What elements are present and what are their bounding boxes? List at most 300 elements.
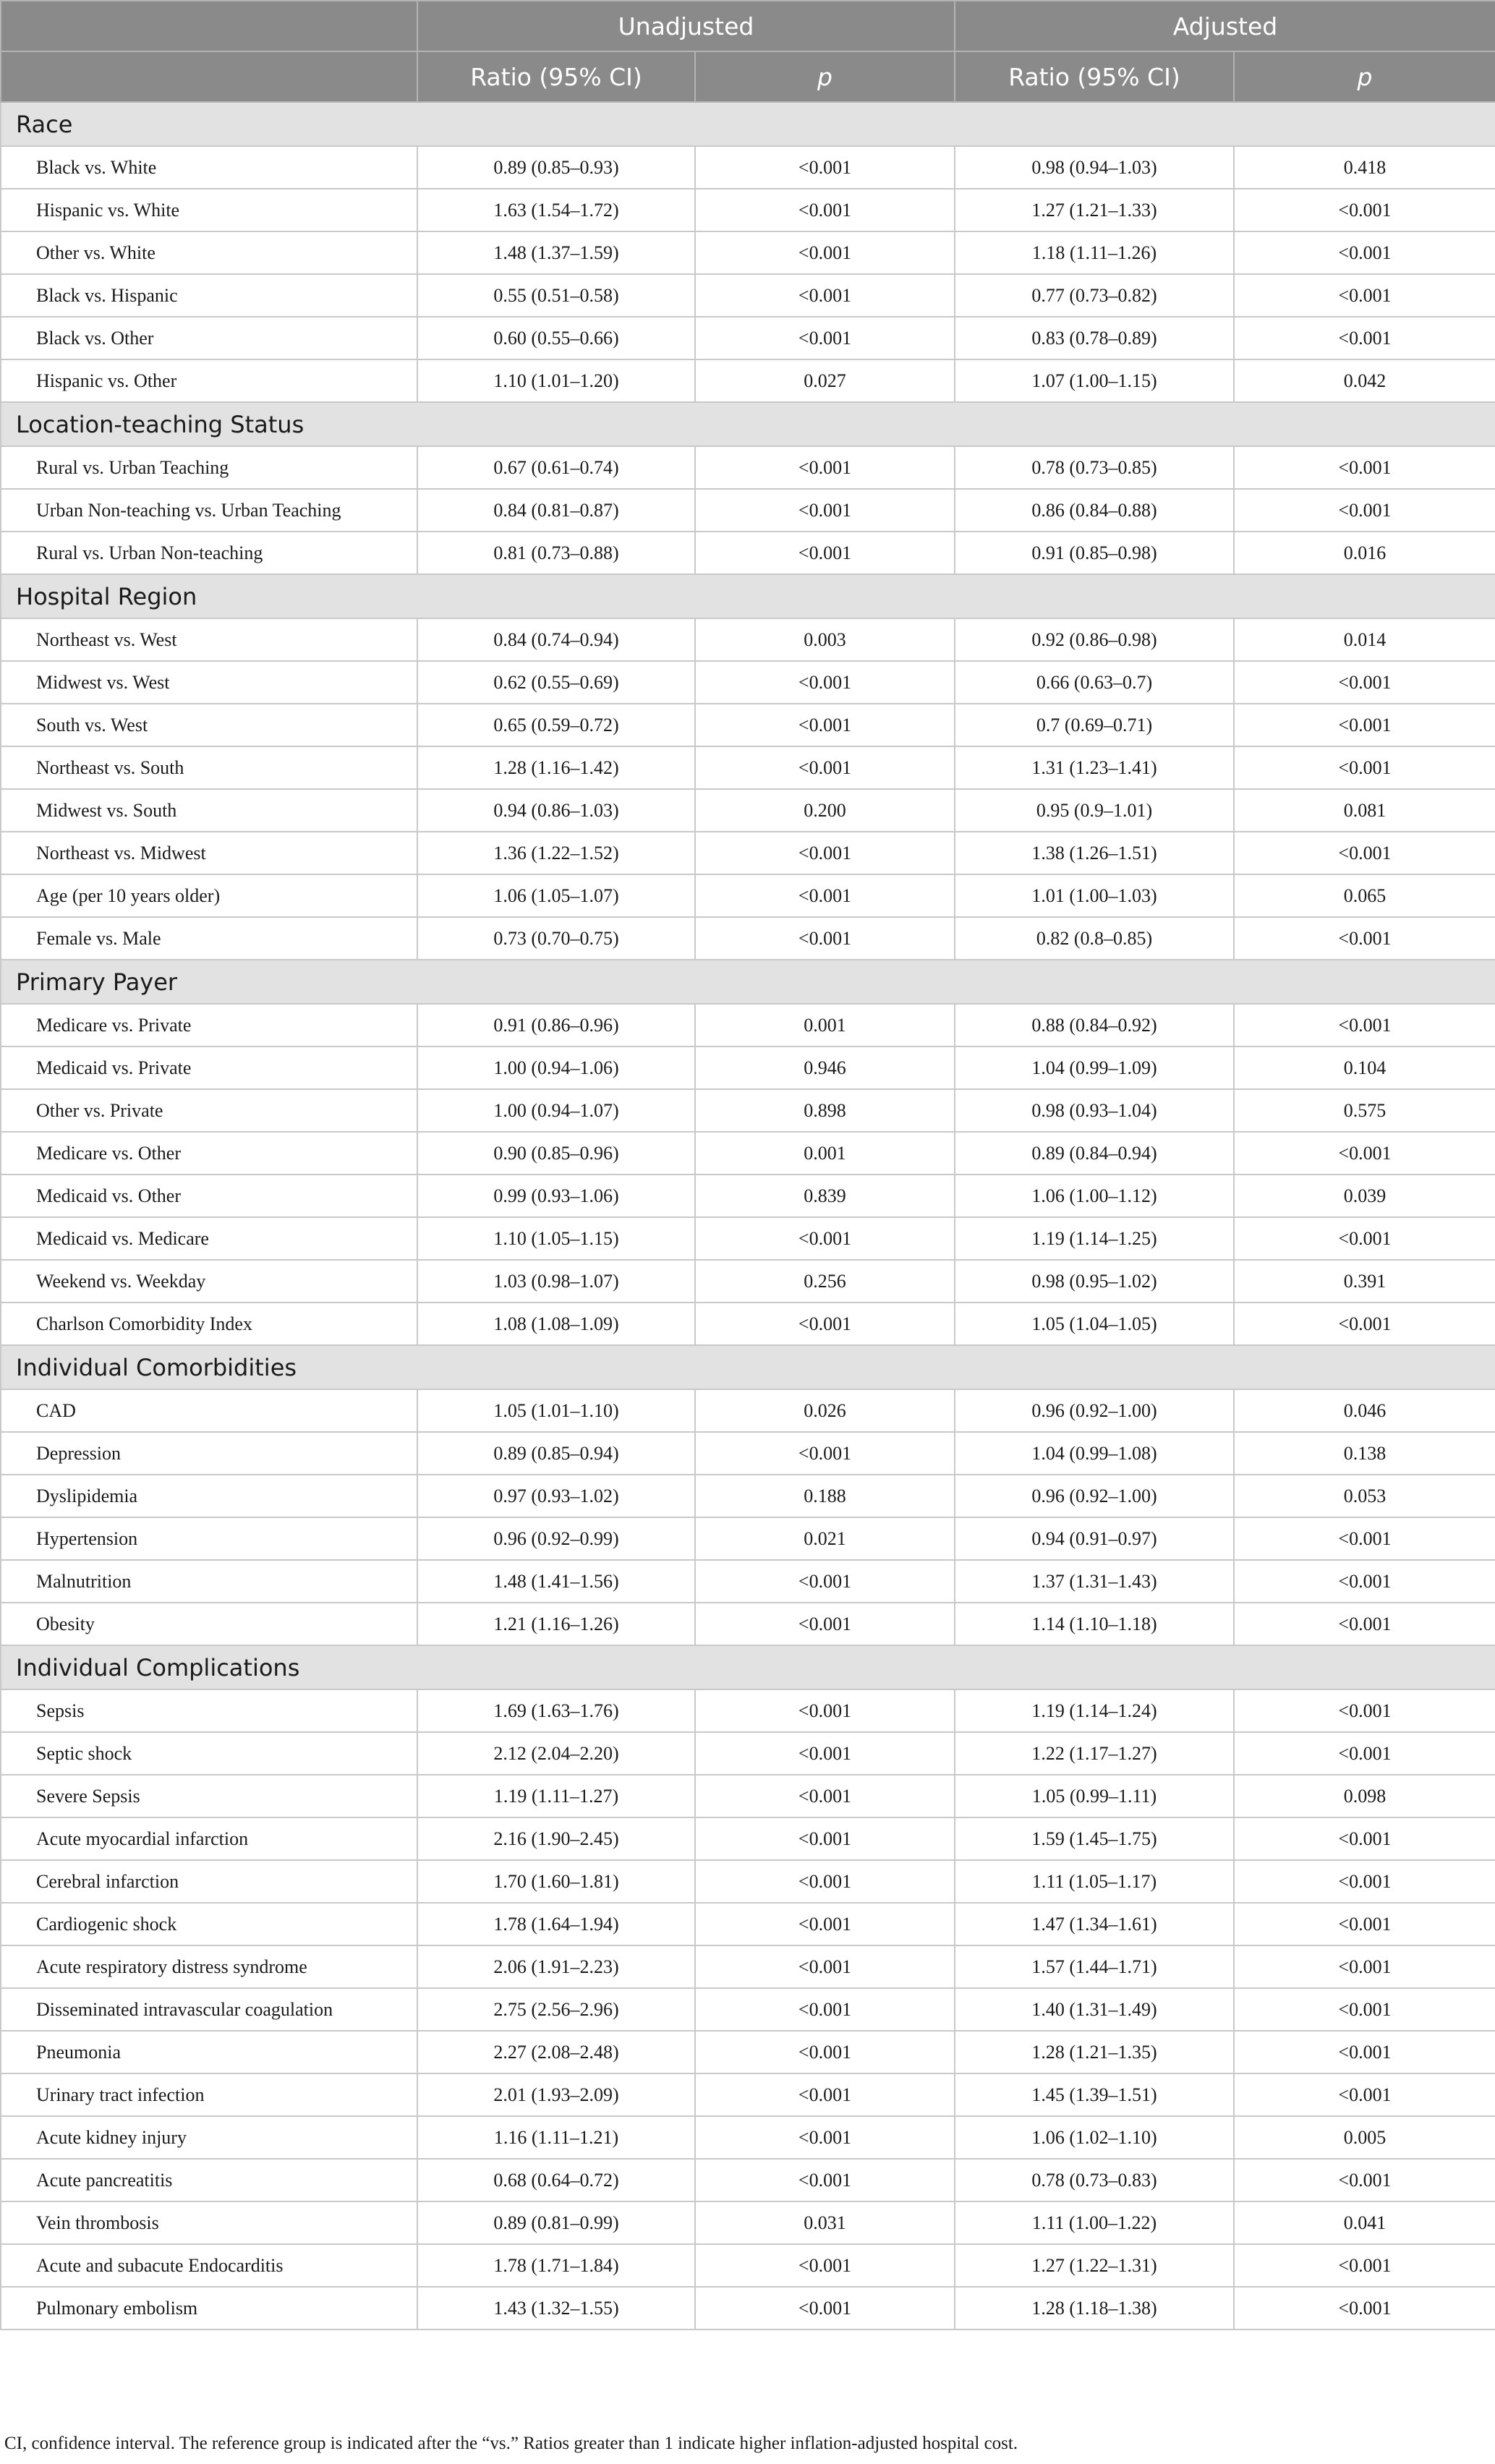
unadjusted-p-cell: 0.898 bbox=[695, 1089, 955, 1132]
adjusted-p-cell: 0.418 bbox=[1234, 146, 1495, 189]
unadjusted-p-cell: <0.001 bbox=[695, 1603, 955, 1645]
adjusted-p-cell: <0.001 bbox=[1234, 1860, 1495, 1903]
unadjusted-p-cell: <0.001 bbox=[695, 1988, 955, 2031]
adjusted-ratio-cell: 1.19 (1.14–1.24) bbox=[955, 1689, 1234, 1732]
row-label: Disseminated intravascular coagulation bbox=[1, 1988, 417, 2031]
adjusted-p-cell: 0.138 bbox=[1234, 1432, 1495, 1475]
unadjusted-ratio-cell: 1.19 (1.11–1.27) bbox=[417, 1775, 695, 1817]
unadjusted-p-cell: 0.188 bbox=[695, 1475, 955, 1517]
unadjusted-ratio-cell: 0.68 (0.64–0.72) bbox=[417, 2159, 695, 2201]
unadjusted-p-cell: 0.026 bbox=[695, 1389, 955, 1432]
table-row bbox=[1, 1945, 1495, 1988]
section-title: Primary Payer bbox=[1, 960, 1495, 1004]
header-adjusted-p: p bbox=[1234, 51, 1495, 102]
table-body bbox=[1, 102, 1495, 2329]
adjusted-ratio-cell: 1.01 (1.00–1.03) bbox=[955, 874, 1234, 917]
row-label: Depression bbox=[1, 1432, 417, 1475]
adjusted-ratio-cell: 1.28 (1.18–1.38) bbox=[955, 2287, 1234, 2329]
row-label: Hypertension bbox=[1, 1517, 417, 1560]
table-row bbox=[1, 789, 1495, 832]
table-row bbox=[1, 1988, 1495, 2031]
adjusted-ratio-cell: 1.05 (0.99–1.11) bbox=[955, 1775, 1234, 1817]
unadjusted-ratio-cell: 0.89 (0.81–0.99) bbox=[417, 2201, 695, 2244]
adjusted-ratio-cell: 0.88 (0.84–0.92) bbox=[955, 1004, 1234, 1046]
row-label: Sepsis bbox=[1, 1689, 417, 1732]
adjusted-ratio-cell: 0.96 (0.92–1.00) bbox=[955, 1389, 1234, 1432]
unadjusted-p-cell: 0.003 bbox=[695, 618, 955, 661]
unadjusted-p-cell: 0.946 bbox=[695, 1046, 955, 1089]
table-row bbox=[1, 446, 1495, 489]
adjusted-ratio-cell: 0.89 (0.84–0.94) bbox=[955, 1132, 1234, 1175]
table-row bbox=[1, 274, 1495, 317]
adjusted-ratio-cell: 1.19 (1.14–1.25) bbox=[955, 1217, 1234, 1260]
unadjusted-p-cell: <0.001 bbox=[695, 2244, 955, 2287]
unadjusted-ratio-cell: 1.69 (1.63–1.76) bbox=[417, 1689, 695, 1732]
adjusted-p-cell: <0.001 bbox=[1234, 1303, 1495, 1345]
adjusted-ratio-cell: 1.28 (1.21–1.35) bbox=[955, 2031, 1234, 2073]
table-row bbox=[1, 1260, 1495, 1303]
section-header-row bbox=[1, 102, 1495, 146]
unadjusted-ratio-cell: 1.00 (0.94–1.07) bbox=[417, 1089, 695, 1132]
unadjusted-ratio-cell: 0.89 (0.85–0.93) bbox=[417, 146, 695, 189]
row-label: Age (per 10 years older) bbox=[1, 874, 417, 917]
row-label: Medicaid vs. Medicare bbox=[1, 1217, 417, 1260]
table-row bbox=[1, 832, 1495, 874]
table-row bbox=[1, 1560, 1495, 1603]
adjusted-p-cell: <0.001 bbox=[1234, 274, 1495, 317]
unadjusted-ratio-cell: 1.10 (1.05–1.15) bbox=[417, 1217, 695, 1260]
unadjusted-p-cell: <0.001 bbox=[695, 1903, 955, 1945]
unadjusted-p-cell: 0.256 bbox=[695, 1260, 955, 1303]
adjusted-p-cell: <0.001 bbox=[1234, 2073, 1495, 2116]
unadjusted-p-cell: 0.001 bbox=[695, 1004, 955, 1046]
row-label: Black vs. Other bbox=[1, 317, 417, 359]
unadjusted-ratio-cell: 0.55 (0.51–0.58) bbox=[417, 274, 695, 317]
table-row bbox=[1, 317, 1495, 359]
adjusted-p-cell: <0.001 bbox=[1234, 1517, 1495, 1560]
adjusted-ratio-cell: 0.66 (0.63–0.7) bbox=[955, 661, 1234, 704]
section-header-row bbox=[1, 574, 1495, 618]
adjusted-p-cell: <0.001 bbox=[1234, 489, 1495, 532]
table-row bbox=[1, 661, 1495, 704]
unadjusted-p-cell: 0.031 bbox=[695, 2201, 955, 2244]
unadjusted-ratio-cell: 0.60 (0.55–0.66) bbox=[417, 317, 695, 359]
row-label: Other vs. White bbox=[1, 231, 417, 274]
unadjusted-p-cell: <0.001 bbox=[695, 661, 955, 704]
row-label: Rural vs. Urban Teaching bbox=[1, 446, 417, 489]
table-row bbox=[1, 1004, 1495, 1046]
row-label: Acute pancreatitis bbox=[1, 2159, 417, 2201]
unadjusted-p-cell: <0.001 bbox=[695, 146, 955, 189]
adjusted-ratio-cell: 0.82 (0.8–0.85) bbox=[955, 917, 1234, 960]
table-row bbox=[1, 1132, 1495, 1175]
unadjusted-ratio-cell: 0.84 (0.81–0.87) bbox=[417, 489, 695, 532]
unadjusted-ratio-cell: 2.27 (2.08–2.48) bbox=[417, 2031, 695, 2073]
unadjusted-ratio-cell: 1.36 (1.22–1.52) bbox=[417, 832, 695, 874]
unadjusted-p-cell: <0.001 bbox=[695, 2116, 955, 2159]
unadjusted-ratio-cell: 0.97 (0.93–1.02) bbox=[417, 1475, 695, 1517]
unadjusted-ratio-cell: 1.48 (1.41–1.56) bbox=[417, 1560, 695, 1603]
unadjusted-p-cell: 0.200 bbox=[695, 789, 955, 832]
unadjusted-ratio-cell: 1.21 (1.16–1.26) bbox=[417, 1603, 695, 1645]
unadjusted-ratio-cell: 0.94 (0.86–1.03) bbox=[417, 789, 695, 832]
unadjusted-p-cell: 0.001 bbox=[695, 1132, 955, 1175]
unadjusted-ratio-cell: 2.75 (2.56–2.96) bbox=[417, 1988, 695, 2031]
adjusted-p-cell: <0.001 bbox=[1234, 2244, 1495, 2287]
table-row bbox=[1, 532, 1495, 574]
adjusted-ratio-cell: 0.77 (0.73–0.82) bbox=[955, 274, 1234, 317]
table-row bbox=[1, 2244, 1495, 2287]
unadjusted-p-cell: <0.001 bbox=[695, 1303, 955, 1345]
unadjusted-p-cell: <0.001 bbox=[695, 917, 955, 960]
section-title: Individual Comorbidities bbox=[1, 1345, 1495, 1389]
unadjusted-p-cell: <0.001 bbox=[695, 1775, 955, 1817]
table-row bbox=[1, 874, 1495, 917]
header-column-row bbox=[1, 51, 1495, 102]
table-row bbox=[1, 2116, 1495, 2159]
table-row bbox=[1, 746, 1495, 789]
unadjusted-p-cell: <0.001 bbox=[695, 1732, 955, 1775]
adjusted-ratio-cell: 1.59 (1.45–1.75) bbox=[955, 1817, 1234, 1860]
row-label: Medicaid vs. Private bbox=[1, 1046, 417, 1089]
row-label: Hispanic vs. Other bbox=[1, 359, 417, 402]
table-row bbox=[1, 1689, 1495, 1732]
header-blank-2 bbox=[1, 51, 417, 102]
adjusted-ratio-cell: 1.05 (1.04–1.05) bbox=[955, 1303, 1234, 1345]
header-adjusted: Adjusted bbox=[955, 1, 1495, 51]
unadjusted-p-cell: <0.001 bbox=[695, 1860, 955, 1903]
unadjusted-ratio-cell: 1.10 (1.01–1.20) bbox=[417, 359, 695, 402]
unadjusted-ratio-cell: 0.81 (0.73–0.88) bbox=[417, 532, 695, 574]
adjusted-ratio-cell: 1.18 (1.11–1.26) bbox=[955, 231, 1234, 274]
row-label: Acute kidney injury bbox=[1, 2116, 417, 2159]
adjusted-ratio-cell: 0.94 (0.91–0.97) bbox=[955, 1517, 1234, 1560]
unadjusted-ratio-cell: 2.06 (1.91–2.23) bbox=[417, 1945, 695, 1988]
table-row bbox=[1, 1817, 1495, 1860]
table-row bbox=[1, 1389, 1495, 1432]
adjusted-ratio-cell: 0.78 (0.73–0.85) bbox=[955, 446, 1234, 489]
row-label: Female vs. Male bbox=[1, 917, 417, 960]
table-row bbox=[1, 2201, 1495, 2244]
header-unadjusted: Unadjusted bbox=[417, 1, 955, 51]
unadjusted-p-cell: <0.001 bbox=[695, 231, 955, 274]
adjusted-ratio-cell: 0.83 (0.78–0.89) bbox=[955, 317, 1234, 359]
row-label: Acute respiratory distress syndrome bbox=[1, 1945, 417, 1988]
adjusted-ratio-cell: 1.06 (1.02–1.10) bbox=[955, 2116, 1234, 2159]
unadjusted-ratio-cell: 2.12 (2.04–2.20) bbox=[417, 1732, 695, 1775]
adjusted-p-cell: <0.001 bbox=[1234, 231, 1495, 274]
unadjusted-p-cell: <0.001 bbox=[695, 446, 955, 489]
unadjusted-ratio-cell: 0.65 (0.59–0.72) bbox=[417, 704, 695, 746]
adjusted-ratio-cell: 0.98 (0.93–1.04) bbox=[955, 1089, 1234, 1132]
header-group-row bbox=[1, 1, 1495, 51]
adjusted-ratio-cell: 1.22 (1.17–1.27) bbox=[955, 1732, 1234, 1775]
adjusted-p-cell: <0.001 bbox=[1234, 1945, 1495, 1988]
unadjusted-ratio-cell: 1.06 (1.05–1.07) bbox=[417, 874, 695, 917]
adjusted-p-cell: <0.001 bbox=[1234, 1132, 1495, 1175]
adjusted-p-cell: 0.005 bbox=[1234, 2116, 1495, 2159]
table-row bbox=[1, 1089, 1495, 1132]
adjusted-p-cell: 0.039 bbox=[1234, 1175, 1495, 1217]
adjusted-ratio-cell: 0.91 (0.85–0.98) bbox=[955, 532, 1234, 574]
unadjusted-ratio-cell: 1.48 (1.37–1.59) bbox=[417, 231, 695, 274]
row-label: Other vs. Private bbox=[1, 1089, 417, 1132]
table-row bbox=[1, 1217, 1495, 1260]
table-row bbox=[1, 359, 1495, 402]
section-header-row bbox=[1, 402, 1495, 446]
adjusted-ratio-cell: 0.98 (0.95–1.02) bbox=[955, 1260, 1234, 1303]
unadjusted-ratio-cell: 1.03 (0.98–1.07) bbox=[417, 1260, 695, 1303]
table-row bbox=[1, 618, 1495, 661]
table-footnote: CI, confidence interval. The reference group is indicated after the “vs.” Ratios greater than 1 indicate higher inflation-adjusted hospital cost. bbox=[4, 2434, 1018, 2453]
adjusted-p-cell: 0.053 bbox=[1234, 1475, 1495, 1517]
adjusted-ratio-cell: 0.95 (0.9–1.01) bbox=[955, 789, 1234, 832]
row-label: Northeast vs. South bbox=[1, 746, 417, 789]
adjusted-ratio-cell: 0.92 (0.86–0.98) bbox=[955, 618, 1234, 661]
unadjusted-ratio-cell: 1.05 (1.01–1.10) bbox=[417, 1389, 695, 1432]
unadjusted-p-cell: <0.001 bbox=[695, 2031, 955, 2073]
row-label: Medicare vs. Private bbox=[1, 1004, 417, 1046]
table-row bbox=[1, 704, 1495, 746]
unadjusted-ratio-cell: 0.91 (0.86–0.96) bbox=[417, 1004, 695, 1046]
adjusted-p-cell: <0.001 bbox=[1234, 317, 1495, 359]
unadjusted-ratio-cell: 0.99 (0.93–1.06) bbox=[417, 1175, 695, 1217]
adjusted-p-cell: <0.001 bbox=[1234, 1817, 1495, 1860]
unadjusted-p-cell: <0.001 bbox=[695, 1217, 955, 1260]
unadjusted-ratio-cell: 0.73 (0.70–0.75) bbox=[417, 917, 695, 960]
table-row bbox=[1, 231, 1495, 274]
adjusted-p-cell: 0.391 bbox=[1234, 1260, 1495, 1303]
adjusted-p-cell: 0.014 bbox=[1234, 618, 1495, 661]
unadjusted-ratio-cell: 1.78 (1.64–1.94) bbox=[417, 1903, 695, 1945]
adjusted-ratio-cell: 1.04 (0.99–1.09) bbox=[955, 1046, 1234, 1089]
unadjusted-p-cell: <0.001 bbox=[695, 489, 955, 532]
unadjusted-p-cell: <0.001 bbox=[695, 274, 955, 317]
table-row bbox=[1, 1046, 1495, 1089]
table-row bbox=[1, 1475, 1495, 1517]
header-unadjusted-p: p bbox=[695, 51, 955, 102]
unadjusted-ratio-cell: 1.43 (1.32–1.55) bbox=[417, 2287, 695, 2329]
adjusted-p-cell: <0.001 bbox=[1234, 661, 1495, 704]
adjusted-ratio-cell: 1.38 (1.26–1.51) bbox=[955, 832, 1234, 874]
adjusted-ratio-cell: 0.98 (0.94–1.03) bbox=[955, 146, 1234, 189]
row-label: Midwest vs. West bbox=[1, 661, 417, 704]
adjusted-p-cell: <0.001 bbox=[1234, 1732, 1495, 1775]
row-label: Northeast vs. Midwest bbox=[1, 832, 417, 874]
adjusted-p-cell: <0.001 bbox=[1234, 2287, 1495, 2329]
adjusted-p-cell: 0.098 bbox=[1234, 1775, 1495, 1817]
adjusted-ratio-cell: 1.06 (1.00–1.12) bbox=[955, 1175, 1234, 1217]
row-label: Vein thrombosis bbox=[1, 2201, 417, 2244]
table-row bbox=[1, 2159, 1495, 2201]
adjusted-p-cell: <0.001 bbox=[1234, 189, 1495, 231]
row-label: Urinary tract infection bbox=[1, 2073, 417, 2116]
row-label: CAD bbox=[1, 1389, 417, 1432]
row-label: Severe Sepsis bbox=[1, 1775, 417, 1817]
adjusted-p-cell: <0.001 bbox=[1234, 2031, 1495, 2073]
table-row bbox=[1, 1860, 1495, 1903]
adjusted-p-cell: <0.001 bbox=[1234, 704, 1495, 746]
unadjusted-p-cell: <0.001 bbox=[695, 1817, 955, 1860]
unadjusted-ratio-cell: 1.28 (1.16–1.42) bbox=[417, 746, 695, 789]
section-title: Race bbox=[1, 102, 1495, 146]
adjusted-ratio-cell: 1.11 (1.05–1.17) bbox=[955, 1860, 1234, 1903]
row-label: Cerebral infarction bbox=[1, 1860, 417, 1903]
header-blank bbox=[1, 1, 417, 51]
table-row bbox=[1, 189, 1495, 231]
unadjusted-ratio-cell: 1.16 (1.11–1.21) bbox=[417, 2116, 695, 2159]
adjusted-p-cell: <0.001 bbox=[1234, 1903, 1495, 1945]
unadjusted-ratio-cell: 1.00 (0.94–1.06) bbox=[417, 1046, 695, 1089]
header-adjusted-ratio: Ratio (95% CI) bbox=[955, 51, 1234, 102]
section-header-row bbox=[1, 1345, 1495, 1389]
row-label: Cardiogenic shock bbox=[1, 1903, 417, 1945]
row-label: Hispanic vs. White bbox=[1, 189, 417, 231]
adjusted-p-cell: <0.001 bbox=[1234, 832, 1495, 874]
section-title: Hospital Region bbox=[1, 574, 1495, 618]
table-row bbox=[1, 1732, 1495, 1775]
unadjusted-p-cell: <0.001 bbox=[695, 2287, 955, 2329]
table-row bbox=[1, 2287, 1495, 2329]
adjusted-p-cell: <0.001 bbox=[1234, 1560, 1495, 1603]
unadjusted-p-cell: <0.001 bbox=[695, 832, 955, 874]
adjusted-ratio-cell: 0.96 (0.92–1.00) bbox=[955, 1475, 1234, 1517]
unadjusted-p-cell: <0.001 bbox=[695, 1945, 955, 1988]
row-label: Malnutrition bbox=[1, 1560, 417, 1603]
adjusted-p-cell: <0.001 bbox=[1234, 1988, 1495, 2031]
unadjusted-ratio-cell: 0.62 (0.55–0.69) bbox=[417, 661, 695, 704]
row-label: Northeast vs. West bbox=[1, 618, 417, 661]
table-row bbox=[1, 1603, 1495, 1645]
row-label: Medicaid vs. Other bbox=[1, 1175, 417, 1217]
adjusted-p-cell: <0.001 bbox=[1234, 1689, 1495, 1732]
unadjusted-ratio-cell: 1.63 (1.54–1.72) bbox=[417, 189, 695, 231]
adjusted-p-cell: <0.001 bbox=[1234, 2159, 1495, 2201]
section-title: Individual Complications bbox=[1, 1645, 1495, 1689]
adjusted-ratio-cell: 1.07 (1.00–1.15) bbox=[955, 359, 1234, 402]
adjusted-ratio-cell: 1.47 (1.34–1.61) bbox=[955, 1903, 1234, 1945]
adjusted-ratio-cell: 1.14 (1.10–1.18) bbox=[955, 1603, 1234, 1645]
row-label: Acute and subacute Endocarditis bbox=[1, 2244, 417, 2287]
unadjusted-p-cell: <0.001 bbox=[695, 704, 955, 746]
unadjusted-ratio-cell: 0.96 (0.92–0.99) bbox=[417, 1517, 695, 1560]
unadjusted-p-cell: 0.027 bbox=[695, 359, 955, 402]
unadjusted-ratio-cell: 1.70 (1.60–1.81) bbox=[417, 1860, 695, 1903]
unadjusted-p-cell: <0.001 bbox=[695, 1689, 955, 1732]
adjusted-p-cell: 0.104 bbox=[1234, 1046, 1495, 1089]
adjusted-p-cell: <0.001 bbox=[1234, 1603, 1495, 1645]
unadjusted-p-cell: 0.021 bbox=[695, 1517, 955, 1560]
row-label: Pneumonia bbox=[1, 2031, 417, 2073]
row-label: Dyslipidemia bbox=[1, 1475, 417, 1517]
adjusted-p-cell: <0.001 bbox=[1234, 1217, 1495, 1260]
table-row bbox=[1, 1175, 1495, 1217]
unadjusted-p-cell: <0.001 bbox=[695, 746, 955, 789]
unadjusted-p-cell: <0.001 bbox=[695, 874, 955, 917]
unadjusted-p-cell: 0.839 bbox=[695, 1175, 955, 1217]
section-header-row bbox=[1, 960, 1495, 1004]
unadjusted-ratio-cell: 0.89 (0.85–0.94) bbox=[417, 1432, 695, 1475]
adjusted-ratio-cell: 0.78 (0.73–0.83) bbox=[955, 2159, 1234, 2201]
adjusted-ratio-cell: 1.40 (1.31–1.49) bbox=[955, 1988, 1234, 2031]
adjusted-p-cell: <0.001 bbox=[1234, 746, 1495, 789]
row-label: Charlson Comorbidity Index bbox=[1, 1303, 417, 1345]
table-row bbox=[1, 146, 1495, 189]
unadjusted-ratio-cell: 2.01 (1.93–2.09) bbox=[417, 2073, 695, 2116]
unadjusted-ratio-cell: 0.90 (0.85–0.96) bbox=[417, 1132, 695, 1175]
row-label: Obesity bbox=[1, 1603, 417, 1645]
row-label: Pulmonary embolism bbox=[1, 2287, 417, 2329]
adjusted-p-cell: 0.575 bbox=[1234, 1089, 1495, 1132]
adjusted-ratio-cell: 0.86 (0.84–0.88) bbox=[955, 489, 1234, 532]
adjusted-ratio-cell: 1.27 (1.22–1.31) bbox=[955, 2244, 1234, 2287]
adjusted-ratio-cell: 1.04 (0.99–1.08) bbox=[955, 1432, 1234, 1475]
adjusted-ratio-cell: 1.37 (1.31–1.43) bbox=[955, 1560, 1234, 1603]
row-label: Rural vs. Urban Non-teaching bbox=[1, 532, 417, 574]
table-header bbox=[1, 1, 1495, 102]
adjusted-ratio-cell: 1.45 (1.39–1.51) bbox=[955, 2073, 1234, 2116]
row-label: South vs. West bbox=[1, 704, 417, 746]
table-row bbox=[1, 2073, 1495, 2116]
row-label: Acute myocardial infarction bbox=[1, 1817, 417, 1860]
row-label: Urban Non-teaching vs. Urban Teaching bbox=[1, 489, 417, 532]
unadjusted-p-cell: <0.001 bbox=[695, 2159, 955, 2201]
unadjusted-ratio-cell: 0.84 (0.74–0.94) bbox=[417, 618, 695, 661]
section-title: Location-teaching Status bbox=[1, 402, 1495, 446]
unadjusted-p-cell: <0.001 bbox=[695, 532, 955, 574]
table-row bbox=[1, 1517, 1495, 1560]
unadjusted-p-cell: <0.001 bbox=[695, 189, 955, 231]
row-label: Septic shock bbox=[1, 1732, 417, 1775]
table-row bbox=[1, 917, 1495, 960]
table-row bbox=[1, 2031, 1495, 2073]
unadjusted-ratio-cell: 0.67 (0.61–0.74) bbox=[417, 446, 695, 489]
unadjusted-p-cell: <0.001 bbox=[695, 1432, 955, 1475]
adjusted-ratio-cell: 1.31 (1.23–1.41) bbox=[955, 746, 1234, 789]
adjusted-ratio-cell: 1.27 (1.21–1.33) bbox=[955, 189, 1234, 231]
adjusted-p-cell: 0.041 bbox=[1234, 2201, 1495, 2244]
adjusted-p-cell: 0.016 bbox=[1234, 532, 1495, 574]
row-label: Black vs. Hispanic bbox=[1, 274, 417, 317]
adjusted-p-cell: <0.001 bbox=[1234, 446, 1495, 489]
adjusted-p-cell: 0.042 bbox=[1234, 359, 1495, 402]
table-row bbox=[1, 1432, 1495, 1475]
header-unadjusted-ratio: Ratio (95% CI) bbox=[417, 51, 695, 102]
unadjusted-p-cell: <0.001 bbox=[695, 1560, 955, 1603]
adjusted-p-cell: 0.046 bbox=[1234, 1389, 1495, 1432]
row-label: Black vs. White bbox=[1, 146, 417, 189]
table-row bbox=[1, 1903, 1495, 1945]
table-row bbox=[1, 1775, 1495, 1817]
row-label: Medicare vs. Other bbox=[1, 1132, 417, 1175]
adjusted-p-cell: <0.001 bbox=[1234, 917, 1495, 960]
table-row bbox=[1, 1303, 1495, 1345]
adjusted-p-cell: <0.001 bbox=[1234, 1004, 1495, 1046]
unadjusted-ratio-cell: 1.08 (1.08–1.09) bbox=[417, 1303, 695, 1345]
adjusted-ratio-cell: 0.7 (0.69–0.71) bbox=[955, 704, 1234, 746]
unadjusted-ratio-cell: 2.16 (1.90–2.45) bbox=[417, 1817, 695, 1860]
unadjusted-ratio-cell: 1.78 (1.71–1.84) bbox=[417, 2244, 695, 2287]
adjusted-p-cell: 0.081 bbox=[1234, 789, 1495, 832]
row-label: Weekend vs. Weekday bbox=[1, 1260, 417, 1303]
unadjusted-p-cell: <0.001 bbox=[695, 317, 955, 359]
section-header-row bbox=[1, 1645, 1495, 1689]
unadjusted-p-cell: <0.001 bbox=[695, 2073, 955, 2116]
row-label: Midwest vs. South bbox=[1, 789, 417, 832]
table-row bbox=[1, 489, 1495, 532]
adjusted-ratio-cell: 1.11 (1.00–1.22) bbox=[955, 2201, 1234, 2244]
adjusted-ratio-cell: 1.57 (1.44–1.71) bbox=[955, 1945, 1234, 1988]
